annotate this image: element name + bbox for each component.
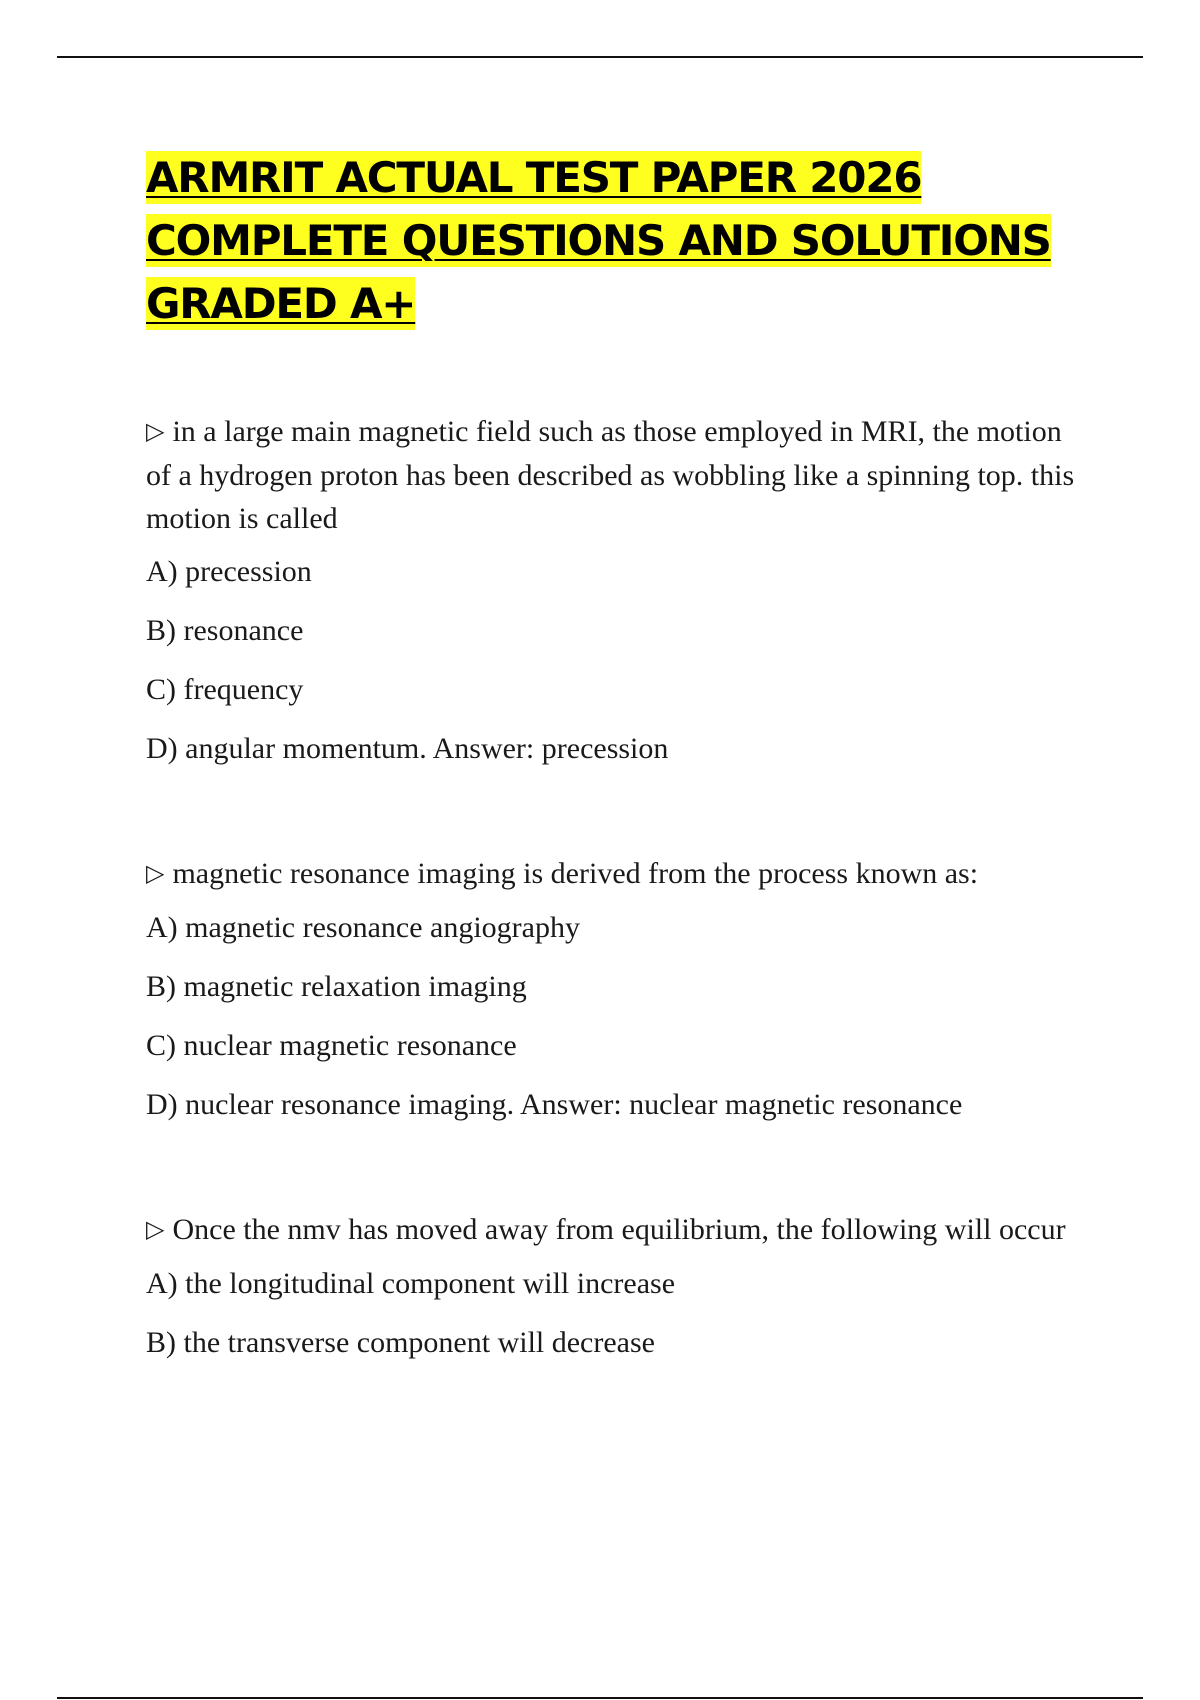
answer-options	[146, 1266, 1086, 1361]
question-block-3	[146, 1208, 1086, 1361]
answer-option: B) the transverse component will decrease	[146, 1326, 655, 1359]
question-prompt	[146, 1208, 1086, 1252]
triangle-bullet-icon: ▷	[146, 1217, 165, 1243]
answer-option: B) resonance	[146, 614, 304, 647]
question-block-1	[146, 410, 1086, 767]
question-text: magnetic resonance imaging is derived from the process known as:	[172, 857, 979, 890]
answer-option: B) magnetic relaxation imaging	[146, 970, 527, 1003]
answer-option: C) nuclear magnetic resonance	[146, 1029, 517, 1062]
answer-option: A) the longitudinal component will increase	[146, 1267, 676, 1300]
answer-option: D) angular momentum. Answer: precession	[146, 732, 669, 765]
answer-option: D) nuclear resonance imaging. Answer: nuclear magnetic resonance	[146, 1088, 963, 1121]
question-text: in a large main magnetic field such as those employed in MRI, the motion of a hydrogen proton has been described as wobbling like a spinning top. this motion is called	[146, 415, 1075, 535]
answer-option: C) frequency	[146, 673, 304, 706]
triangle-bullet-icon: ▷	[146, 861, 165, 887]
triangle-bullet-icon: ▷	[146, 419, 165, 445]
answer-options	[146, 554, 1086, 767]
question-prompt	[146, 852, 1086, 896]
header-rule	[57, 56, 1143, 58]
answer-option: A) magnetic resonance angiography	[146, 911, 580, 944]
question-prompt	[146, 410, 1086, 540]
question-text: Once the nmv has moved away from equilibrium, the following will occur	[172, 1213, 1066, 1246]
document-title	[146, 146, 1086, 335]
document-body	[146, 146, 1086, 1359]
answer-options	[146, 910, 1086, 1123]
footer-rule	[57, 1697, 1143, 1699]
question-block-2	[146, 852, 1086, 1123]
title-highlight: ARMRIT ACTUAL TEST PAPER 2026 COMPLETE QUESTIONS AND SOLUTIONS GRADED A+	[146, 153, 1051, 328]
answer-option: A) precession	[146, 555, 312, 588]
